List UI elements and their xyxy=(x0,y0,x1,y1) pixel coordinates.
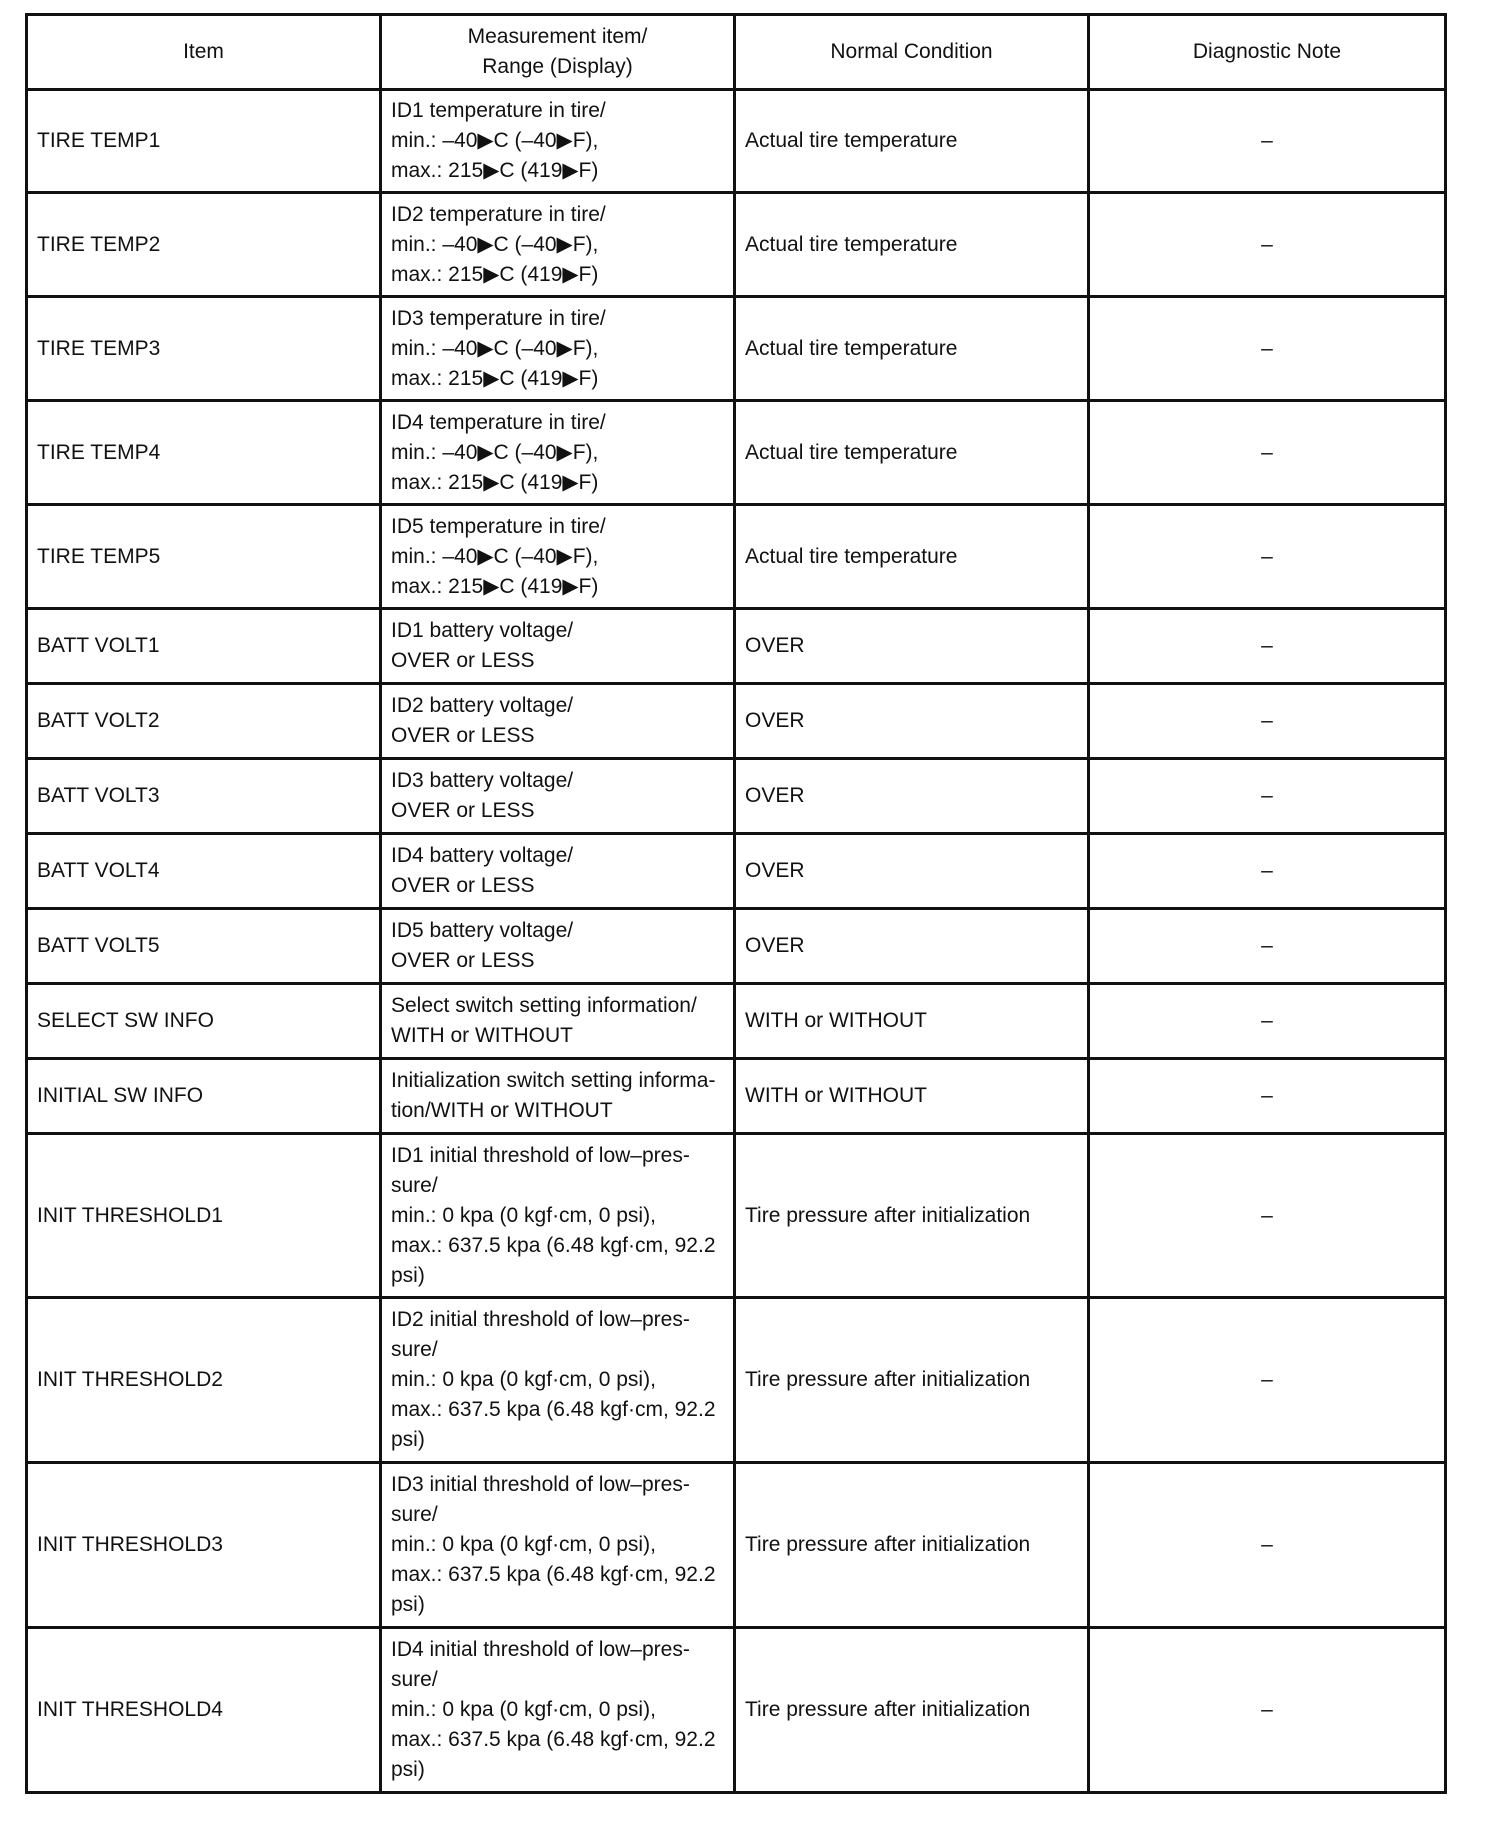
cell-normal-condition: Actual tire temperature xyxy=(735,90,1089,193)
cell-normal-condition: WITH or WITHOUT xyxy=(735,1059,1089,1134)
cell-item: INIT THRESHOLD2 xyxy=(27,1298,381,1463)
cell-diagnostic-note: – xyxy=(1089,505,1446,609)
cell-item: TIRE TEMP5 xyxy=(27,505,381,609)
table-row xyxy=(27,1628,1446,1793)
cell-range: ID3 temperature in tire/ min.: –40▶C (–40▶F), max.: 215▶C (419▶F) xyxy=(381,297,735,401)
cell-diagnostic-note: – xyxy=(1089,297,1446,401)
cell-range: ID2 battery voltage/ OVER or LESS xyxy=(381,684,735,759)
header-measurement-range: Measurement item/ Range (Display) xyxy=(381,15,735,90)
cell-diagnostic-note: – xyxy=(1089,684,1446,759)
cell-item: TIRE TEMP4 xyxy=(27,401,381,505)
table-row xyxy=(27,834,1446,909)
table-row xyxy=(27,297,1446,401)
table-row xyxy=(27,984,1446,1059)
cell-range: ID4 temperature in tire/ min.: –40▶C (–40▶F), max.: 215▶C (419▶F) xyxy=(381,401,735,505)
table-row xyxy=(27,1134,1446,1298)
table-row xyxy=(27,1463,1446,1628)
cell-normal-condition: OVER xyxy=(735,909,1089,984)
cell-item: BATT VOLT4 xyxy=(27,834,381,909)
header-diagnostic-note: Diagnostic Note xyxy=(1089,15,1446,90)
cell-normal-condition: OVER xyxy=(735,684,1089,759)
cell-diagnostic-note: – xyxy=(1089,909,1446,984)
cell-item: INITIAL SW INFO xyxy=(27,1059,381,1134)
cell-range: ID1 battery voltage/ OVER or LESS xyxy=(381,609,735,684)
cell-diagnostic-note: – xyxy=(1089,1059,1446,1134)
cell-item: INIT THRESHOLD3 xyxy=(27,1463,381,1628)
table-row xyxy=(27,1298,1446,1463)
table-row xyxy=(27,684,1446,759)
cell-range: ID5 temperature in tire/ min.: –40▶C (–40▶F), max.: 215▶C (419▶F) xyxy=(381,505,735,609)
cell-range: Select switch setting information/ WITH or WITHOUT xyxy=(381,984,735,1059)
table-header-row xyxy=(27,15,1446,90)
cell-diagnostic-note: – xyxy=(1089,1134,1446,1298)
cell-diagnostic-note: – xyxy=(1089,609,1446,684)
cell-diagnostic-note: – xyxy=(1089,193,1446,297)
cell-item: TIRE TEMP3 xyxy=(27,297,381,401)
cell-normal-condition: Tire pressure after initialization xyxy=(735,1463,1089,1628)
cell-item: INIT THRESHOLD1 xyxy=(27,1134,381,1298)
cell-item: TIRE TEMP2 xyxy=(27,193,381,297)
table-row xyxy=(27,505,1446,609)
cell-diagnostic-note: – xyxy=(1089,984,1446,1059)
cell-normal-condition: Actual tire temperature xyxy=(735,401,1089,505)
cell-diagnostic-note: – xyxy=(1089,90,1446,193)
cell-diagnostic-note: – xyxy=(1089,834,1446,909)
table-row xyxy=(27,193,1446,297)
cell-diagnostic-note: – xyxy=(1089,1463,1446,1628)
cell-range: Initialization switch setting informa- tion/WITH or WITHOUT xyxy=(381,1059,735,1134)
table-row xyxy=(27,1059,1446,1134)
cell-normal-condition: Actual tire temperature xyxy=(735,297,1089,401)
cell-normal-condition: Tire pressure after initialization xyxy=(735,1134,1089,1298)
cell-diagnostic-note: – xyxy=(1089,759,1446,834)
header-item: Item xyxy=(27,15,381,90)
cell-normal-condition: Actual tire temperature xyxy=(735,505,1089,609)
cell-diagnostic-note: – xyxy=(1089,1298,1446,1463)
table-row xyxy=(27,401,1446,505)
cell-range: ID1 temperature in tire/ min.: –40▶C (–40▶F), max.: 215▶C (419▶F) xyxy=(381,90,735,193)
cell-range: ID3 initial threshold of low–pres- sure/ min.: 0 kpa (0 kgf·cm, 0 psi), max.: 637.5 kpa (6.48 kgf·cm, 92.2 psi) xyxy=(381,1463,735,1628)
table-body xyxy=(27,90,1446,1793)
table-row xyxy=(27,609,1446,684)
table-row xyxy=(27,759,1446,834)
cell-range: ID1 initial threshold of low–pres- sure/ min.: 0 kpa (0 kgf·cm, 0 psi), max.: 637.5 kpa (6.48 kgf·cm, 92.2 psi) xyxy=(381,1134,735,1298)
cell-item: BATT VOLT1 xyxy=(27,609,381,684)
cell-normal-condition: OVER xyxy=(735,609,1089,684)
cell-range: ID5 battery voltage/ OVER or LESS xyxy=(381,909,735,984)
table-row xyxy=(27,90,1446,193)
cell-range: ID3 battery voltage/ OVER or LESS xyxy=(381,759,735,834)
table-row xyxy=(27,909,1446,984)
cell-normal-condition: Tire pressure after initialization xyxy=(735,1628,1089,1793)
cell-item: BATT VOLT5 xyxy=(27,909,381,984)
cell-item: BATT VOLT3 xyxy=(27,759,381,834)
cell-normal-condition: OVER xyxy=(735,759,1089,834)
cell-item: INIT THRESHOLD4 xyxy=(27,1628,381,1793)
cell-item: BATT VOLT2 xyxy=(27,684,381,759)
cell-diagnostic-note: – xyxy=(1089,401,1446,505)
cell-range: ID2 temperature in tire/ min.: –40▶C (–40▶F), max.: 215▶C (419▶F) xyxy=(381,193,735,297)
cell-range: ID4 initial threshold of low–pres- sure/ min.: 0 kpa (0 kgf·cm, 0 psi), max.: 637.5 kpa (6.48 kgf·cm, 92.2 psi) xyxy=(381,1628,735,1793)
cell-normal-condition: OVER xyxy=(735,834,1089,909)
cell-normal-condition: Tire pressure after initialization xyxy=(735,1298,1089,1463)
header-normal-condition: Normal Condition xyxy=(735,15,1089,90)
cell-item: SELECT SW INFO xyxy=(27,984,381,1059)
cell-normal-condition: Actual tire temperature xyxy=(735,193,1089,297)
cell-item: TIRE TEMP1 xyxy=(27,90,381,193)
cell-range: ID4 battery voltage/ OVER or LESS xyxy=(381,834,735,909)
cell-normal-condition: WITH or WITHOUT xyxy=(735,984,1089,1059)
cell-diagnostic-note: – xyxy=(1089,1628,1446,1793)
cell-range: ID2 initial threshold of low–pres- sure/ min.: 0 kpa (0 kgf·cm, 0 psi), max.: 637.5 kpa (6.48 kgf·cm, 92.2 psi) xyxy=(381,1298,735,1463)
diagnostic-data-table xyxy=(25,13,1447,1794)
